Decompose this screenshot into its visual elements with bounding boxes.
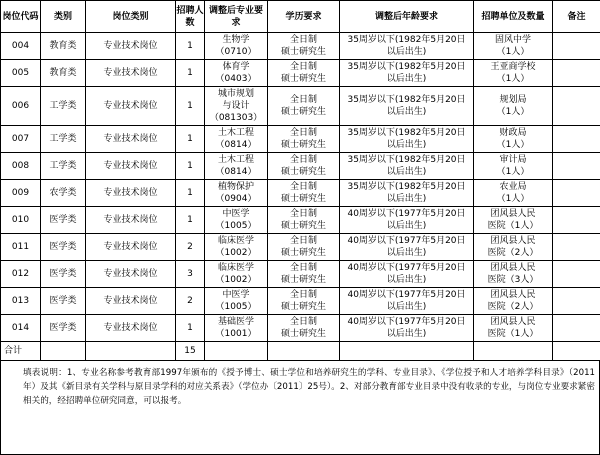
cell-education: 全日制 硕士研究生 — [268, 60, 340, 87]
header-code: 岗位代码 — [1, 1, 41, 33]
cell-code: 014 — [1, 315, 41, 342]
cell-education: 全日制 硕士研究生 — [268, 234, 340, 261]
total-label: 合计 — [1, 342, 41, 361]
header-age: 调整后年龄要求 — [340, 1, 474, 33]
cell-remark — [553, 60, 600, 87]
table-row — [1, 261, 600, 288]
table-row — [1, 60, 600, 87]
header-post-type: 岗位类别 — [86, 1, 176, 33]
cell-age: 35周岁以下(1982年5月20日 以后出生) — [340, 153, 474, 180]
cell-unit: 规划局 （1人） — [474, 87, 553, 126]
cell-education: 全日制 硕士研究生 — [268, 288, 340, 315]
cell-major: 生物学 （0710） — [205, 33, 268, 60]
header-remark: 备注 — [553, 1, 600, 33]
cell-category: 工学类 — [41, 87, 86, 126]
cell-age: 40周岁以下(1977年5月20日 以后出生) — [340, 261, 474, 288]
cell-unit: 农业局 （1人） — [474, 180, 553, 207]
cell-unit: 王亚商学校 （1人） — [474, 60, 553, 87]
cell-major: 基础医学 （1001） — [205, 315, 268, 342]
fill-instructions-text: 填表说明：1、专业名称参考教育部1997年颁布的《授予博士、硕士学位和培养研究生的学科、专业目录》、《学位授予和人才培养学科目录》（2011年）及其《新目录有关学科与原目录学科的对应关系表》（学位办〔2011〕25号）。2、对部分教育部专业目录中没有收录的专业，与岗位专业要求紧密相关的，经招聘单位研究同意，可以报考。 — [23, 368, 595, 406]
cell-age: 35周岁以下(1982年5月20日 以后出生) — [340, 126, 474, 153]
cell-education: 全日制 硕士研究生 — [268, 180, 340, 207]
table-row — [1, 315, 600, 342]
cell-code: 004 — [1, 33, 41, 60]
total-count: 15 — [176, 342, 205, 361]
total-empty-5 — [340, 342, 474, 361]
cell-category: 医学类 — [41, 288, 86, 315]
cell-code: 013 — [1, 288, 41, 315]
cell-age: 35周岁以下(1982年5月20日 以后出生) — [340, 87, 474, 126]
cell-remark — [553, 261, 600, 288]
cell-code: 006 — [1, 87, 41, 126]
cell-code: 005 — [1, 60, 41, 87]
table-row — [1, 87, 600, 126]
cell-count: 1 — [176, 33, 205, 60]
table-row — [1, 234, 600, 261]
total-row — [1, 342, 600, 361]
cell-post-type: 专业技术岗位 — [86, 33, 176, 60]
cell-category: 教育类 — [41, 33, 86, 60]
cell-post-type: 专业技术岗位 — [86, 288, 176, 315]
cell-education: 全日制 硕士研究生 — [268, 126, 340, 153]
cell-unit: 审计局 （1人） — [474, 153, 553, 180]
cell-remark — [553, 315, 600, 342]
cell-category: 教育类 — [41, 60, 86, 87]
cell-category: 工学类 — [41, 153, 86, 180]
cell-education: 全日制 硕士研究生 — [268, 87, 340, 126]
cell-age: 35周岁以下(1982年5月20日 以后出生) — [340, 33, 474, 60]
cell-count: 2 — [176, 234, 205, 261]
cell-education: 全日制 硕士研究生 — [268, 207, 340, 234]
cell-remark — [553, 180, 600, 207]
table-row — [1, 207, 600, 234]
cell-age: 40周岁以下(1977年5月20日 以后出生) — [340, 207, 474, 234]
cell-unit: 团风县人民 医院（2人） — [474, 234, 553, 261]
cell-remark — [553, 33, 600, 60]
cell-post-type: 专业技术岗位 — [86, 153, 176, 180]
cell-post-type: 专业技术岗位 — [86, 126, 176, 153]
cell-category: 农学类 — [41, 180, 86, 207]
cell-education: 全日制 硕士研究生 — [268, 315, 340, 342]
cell-unit: 固风中学 （1人） — [474, 33, 553, 60]
cell-post-type: 专业技术岗位 — [86, 234, 176, 261]
cell-remark — [553, 234, 600, 261]
cell-category: 医学类 — [41, 234, 86, 261]
cell-code: 008 — [1, 153, 41, 180]
cell-post-type: 专业技术岗位 — [86, 261, 176, 288]
table-row — [1, 126, 600, 153]
table-row — [1, 288, 600, 315]
cell-major: 中医学 （1005） — [205, 207, 268, 234]
cell-education: 全日制 硕士研究生 — [268, 261, 340, 288]
cell-age: 35周岁以下(1982年5月20日 以后出生) — [340, 180, 474, 207]
total-empty-4 — [268, 342, 340, 361]
cell-code: 009 — [1, 180, 41, 207]
cell-remark — [553, 288, 600, 315]
total-empty-3 — [205, 342, 268, 361]
cell-major: 土木工程 （0814） — [205, 153, 268, 180]
total-empty-6 — [474, 342, 553, 361]
cell-count: 1 — [176, 126, 205, 153]
cell-major: 城市规划 与设计 （081303） — [205, 87, 268, 126]
cell-count: 1 — [176, 153, 205, 180]
header-row — [1, 1, 600, 33]
cell-age: 40周岁以下(1977年5月20日 以后出生) — [340, 288, 474, 315]
cell-unit: 财政局 （1人） — [474, 126, 553, 153]
cell-major: 植物保护 （0904） — [205, 180, 268, 207]
total-empty-2 — [86, 342, 176, 361]
table-row — [1, 33, 600, 60]
cell-count: 1 — [176, 60, 205, 87]
table-row — [1, 180, 600, 207]
cell-education: 全日制 硕士研究生 — [268, 153, 340, 180]
cell-category: 医学类 — [41, 315, 86, 342]
cell-age: 35周岁以下(1982年5月20日 以后出生) — [340, 60, 474, 87]
cell-unit: 团风县人民 医院（1人） — [474, 315, 553, 342]
cell-unit: 团风县人民 医院（3人） — [474, 261, 553, 288]
cell-code: 010 — [1, 207, 41, 234]
total-empty-1 — [41, 342, 86, 361]
cell-post-type: 专业技术岗位 — [86, 315, 176, 342]
cell-unit: 团风县人民 医院（2人） — [474, 288, 553, 315]
header-count: 招聘人数 — [176, 1, 205, 33]
cell-remark — [553, 207, 600, 234]
cell-count: 1 — [176, 87, 205, 126]
cell-unit: 团风县人民 医院（1人） — [474, 207, 553, 234]
header-category: 类别 — [41, 1, 86, 33]
cell-count: 2 — [176, 288, 205, 315]
cell-category: 工学类 — [41, 126, 86, 153]
cell-post-type: 专业技术岗位 — [86, 207, 176, 234]
header-education: 学历要求 — [268, 1, 340, 33]
cell-major: 土木工程 （0814） — [205, 126, 268, 153]
cell-count: 1 — [176, 207, 205, 234]
cell-count: 3 — [176, 261, 205, 288]
cell-education: 全日制 硕士研究生 — [268, 33, 340, 60]
cell-major: 中医学 （1005） — [205, 288, 268, 315]
cell-major: 临床医学 （1002） — [205, 234, 268, 261]
cell-category: 医学类 — [41, 261, 86, 288]
cell-post-type: 专业技术岗位 — [86, 60, 176, 87]
cell-category: 医学类 — [41, 207, 86, 234]
cell-count: 1 — [176, 315, 205, 342]
cell-age: 40周岁以下(1977年5月20日 以后出生) — [340, 315, 474, 342]
cell-age: 40周岁以下(1977年5月20日 以后出生) — [340, 234, 474, 261]
cell-post-type: 专业技术岗位 — [86, 87, 176, 126]
cell-count: 1 — [176, 180, 205, 207]
header-unit: 招聘单位及数量 — [474, 1, 553, 33]
header-major: 调整后专业要求 — [205, 1, 268, 33]
cell-remark — [553, 126, 600, 153]
cell-major: 体育学 （0403） — [205, 60, 268, 87]
cell-code: 012 — [1, 261, 41, 288]
cell-major: 临床医学 （1002） — [205, 261, 268, 288]
total-empty-7 — [553, 342, 600, 361]
cell-code: 011 — [1, 234, 41, 261]
cell-post-type: 专业技术岗位 — [86, 180, 176, 207]
table-row — [1, 153, 600, 180]
cell-code: 007 — [1, 126, 41, 153]
fill-instructions — [0, 360, 600, 455]
cell-remark — [553, 153, 600, 180]
cell-remark — [553, 87, 600, 126]
